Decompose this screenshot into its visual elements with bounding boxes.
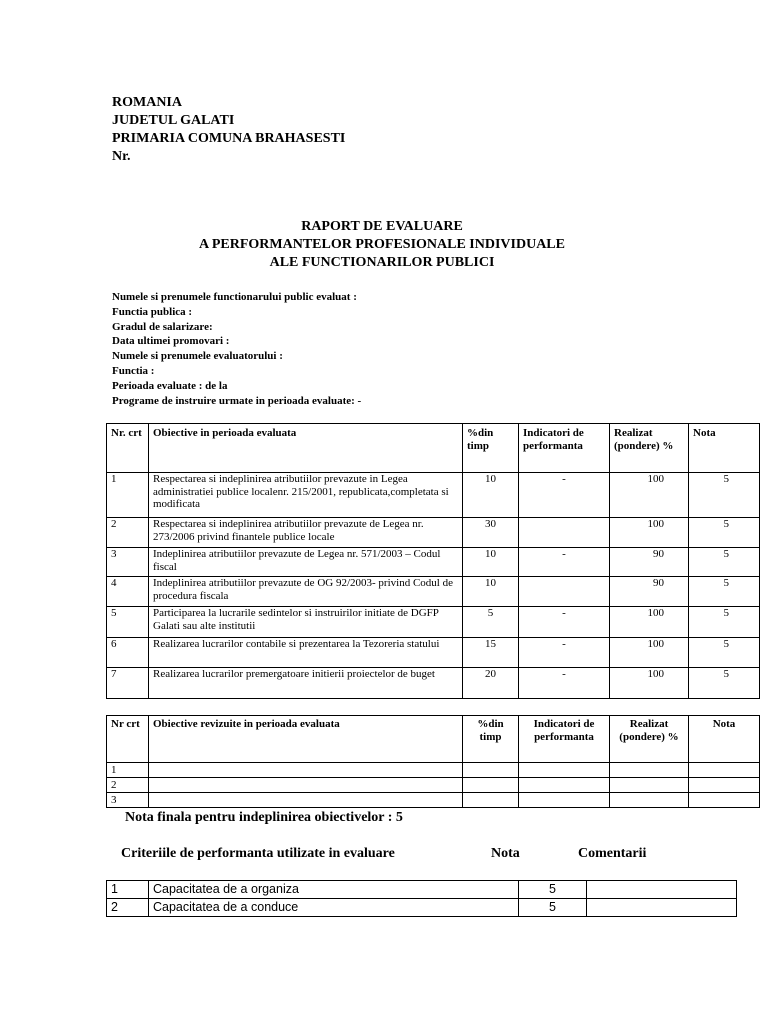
criteria-table	[106, 880, 737, 917]
header-number: Nr.	[112, 149, 131, 164]
row-indicator: -	[519, 668, 610, 699]
row-indicator	[519, 577, 610, 607]
col-indicators: Indicatori de performanta	[519, 424, 610, 473]
table-row	[107, 793, 760, 808]
row-objective: Realizarea lucrarilor premergatoare initierii proiectelor de buget	[149, 668, 463, 699]
objectives-table	[106, 423, 760, 699]
employee-fields	[112, 290, 361, 408]
row-cell	[689, 778, 760, 793]
field-evaluator-function: Functia :	[112, 364, 155, 377]
row-cell	[610, 778, 689, 793]
row-cell	[463, 778, 519, 793]
table-row	[107, 548, 760, 577]
row-cell	[149, 778, 463, 793]
table-header-row	[107, 716, 760, 763]
row-objective: Participarea la lucrarile sedintelor si instruirilor initiate de DGFP Galati sau alte institutii	[149, 607, 463, 638]
row-cell	[610, 763, 689, 778]
field-public-function: Functia publica :	[112, 305, 193, 318]
field-evaluator-name: Numele si prenumele evaluatorului :	[112, 350, 283, 363]
row-nr: 6	[107, 638, 149, 668]
row-criterion: Capacitatea de a conduce	[149, 899, 519, 917]
row-indicator: -	[519, 473, 610, 518]
field-evaluated-name: Numele si prenumele functionarului public evaluat :	[112, 291, 357, 303]
row-achieved: 100	[610, 607, 689, 638]
row-nr: 5	[107, 607, 149, 638]
row-cell	[149, 793, 463, 808]
row-time: 30	[463, 518, 519, 548]
row-objective: Indeplinirea atributiilor prevazute de OG 92/2003- privind Codul de procedura fiscala	[149, 577, 463, 607]
table-row	[107, 899, 737, 917]
table-row	[107, 518, 760, 548]
row-grade: 5	[689, 473, 760, 518]
table-row	[107, 778, 760, 793]
col-nr: Nr. crt	[107, 424, 149, 473]
col-time-percent: %din timp	[463, 424, 519, 473]
row-indicator: -	[519, 638, 610, 668]
row-comment	[587, 881, 737, 899]
table-row	[107, 763, 760, 778]
row-cell	[689, 763, 760, 778]
row-comment	[587, 899, 737, 917]
row-cell	[610, 793, 689, 808]
field-training-programs: Programe de instruire urmate in perioada evaluate: -	[112, 394, 362, 407]
row-grade: 5	[689, 548, 760, 577]
row-cell	[519, 793, 610, 808]
row-cell	[463, 763, 519, 778]
criteria-header-nota: Nota	[491, 846, 520, 861]
row-achieved: 100	[610, 668, 689, 699]
row-cell	[519, 778, 610, 793]
row-objective: Indeplinirea atributiilor prevazute de Legea nr. 571/2003 – Codul fiscal	[149, 548, 463, 577]
col-nr: Nr crt	[107, 716, 149, 763]
col-objective: Obiective revizuite in perioada evaluata	[149, 716, 463, 763]
row-nr: 2	[107, 899, 149, 917]
row-time: 5	[463, 607, 519, 638]
table-row	[107, 668, 760, 699]
final-grade-text: Nota finala pentru indeplinirea obiectivelor : 5	[125, 810, 403, 825]
row-achieved: 100	[610, 518, 689, 548]
row-nr: 1	[107, 881, 149, 899]
row-nr: 3	[107, 793, 149, 808]
row-cell	[149, 763, 463, 778]
table-row	[107, 607, 760, 638]
row-grade: 5	[689, 668, 760, 699]
row-objective: Realizarea lucrarilor contabile si prezentarea la Tezoreria statului	[149, 638, 463, 668]
header-country: ROMANIA	[112, 95, 182, 110]
row-nr: 2	[107, 778, 149, 793]
row-grade: 5	[689, 607, 760, 638]
title-line-1: RAPORT DE EVALUARE	[301, 219, 463, 234]
col-indicators: Indicatori de performanta	[519, 716, 610, 763]
table-header-row	[107, 424, 760, 473]
title-line-3: ALE FUNCTIONARILOR PUBLICI	[269, 255, 495, 270]
col-grade: Nota	[689, 424, 760, 473]
row-nr: 4	[107, 577, 149, 607]
table-row	[107, 577, 760, 607]
row-achieved: 90	[610, 548, 689, 577]
title-line-2: A PERFORMANTELOR PROFESIONALE INDIVIDUALE	[199, 237, 565, 252]
field-salary-grade: Gradul de salarizare:	[112, 320, 213, 333]
row-grade: 5	[689, 518, 760, 548]
row-achieved: 100	[610, 638, 689, 668]
header-county: JUDETUL GALATI	[112, 113, 235, 128]
table-row	[107, 638, 760, 668]
field-last-promotion: Data ultimei promovari :	[112, 335, 230, 348]
row-grade: 5	[519, 881, 587, 899]
row-time: 10	[463, 548, 519, 577]
row-criterion: Capacitatea de a organiza	[149, 881, 519, 899]
row-objective: Respectarea si indeplinirea atributiilor prevazute de Legea nr. 273/2006 privind finantele publice locale	[149, 518, 463, 548]
col-achieved: Realizat (pondere) %	[610, 716, 689, 763]
revised-objectives-table	[106, 715, 760, 808]
row-nr: 1	[107, 473, 149, 518]
row-achieved: 100	[610, 473, 689, 518]
criteria-header-comentarii: Comentarii	[578, 846, 647, 861]
row-grade: 5	[689, 577, 760, 607]
row-grade: 5	[519, 899, 587, 917]
document-title	[0, 218, 768, 272]
row-objective: Respectarea si indeplinirea atributiilor prevazute in Legea administratiei publice localenr. 215/2001, republicata,completata si modificata	[149, 473, 463, 518]
criteria-header-label: Criteriile de performanta utilizate in evaluare	[121, 846, 395, 861]
row-time: 10	[463, 473, 519, 518]
row-time: 15	[463, 638, 519, 668]
table-row	[107, 881, 737, 899]
row-time: 20	[463, 668, 519, 699]
row-achieved: 90	[610, 577, 689, 607]
row-cell	[463, 793, 519, 808]
row-cell	[689, 793, 760, 808]
col-achieved: Realizat (pondere) %	[610, 424, 689, 473]
row-nr: 1	[107, 763, 149, 778]
document-header	[112, 94, 345, 166]
row-time: 10	[463, 577, 519, 607]
row-indicator: -	[519, 548, 610, 577]
row-nr: 2	[107, 518, 149, 548]
col-time-percent: %din timp	[463, 716, 519, 763]
row-cell	[519, 763, 610, 778]
col-grade: Nota	[689, 716, 760, 763]
row-nr: 7	[107, 668, 149, 699]
row-nr: 3	[107, 548, 149, 577]
row-indicator: -	[519, 607, 610, 638]
row-indicator	[519, 518, 610, 548]
col-objective: Obiective in perioada evaluata	[149, 424, 463, 473]
row-grade: 5	[689, 638, 760, 668]
header-institution: PRIMARIA COMUNA BRAHASESTI	[112, 131, 346, 146]
field-evaluation-period: Perioada evaluate : de la	[112, 379, 228, 392]
table-row	[107, 473, 760, 518]
